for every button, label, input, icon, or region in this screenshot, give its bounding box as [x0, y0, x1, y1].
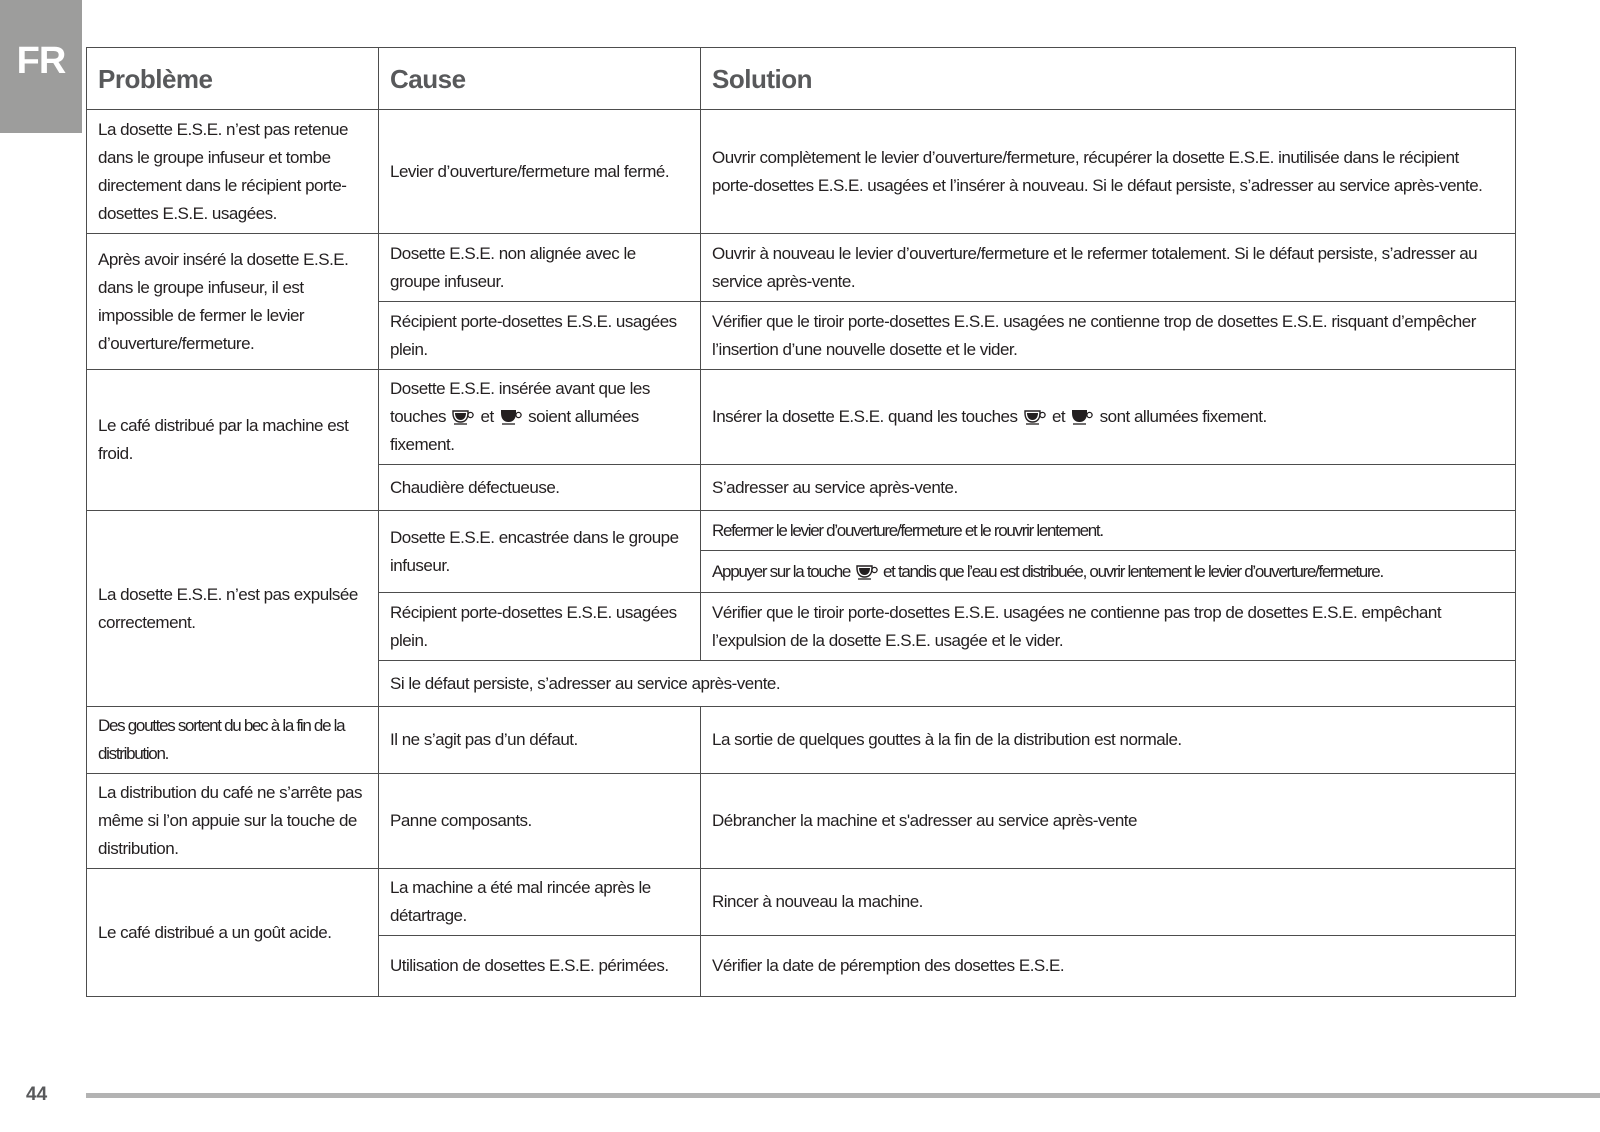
table-row — [87, 774, 1516, 869]
cause-cell: Dosette E.S.E. encastrée dans le groupe infuseur. — [379, 511, 701, 593]
solution-cell: Ouvrir complètement le levier d’ouverture/fermeture, récupérer la dosette E.S.E. inutilisée dans le récipient porte-dosettes E.S.E. usagées et l’insérer à nouveau. Si le défaut persiste, s’adresser au service après-vente. — [701, 110, 1516, 234]
solution-text: Appuyer sur la touche — [712, 561, 851, 581]
cause-cell: La machine a été mal rincée après le détartrage. — [379, 869, 701, 936]
problem-cell: Après avoir inséré la dosette E.S.E. dans le groupe infuseur, il est impossible de fermer le levier d’ouverture/fermeture. — [87, 234, 379, 370]
solution-cell: Refermer le levier d’ouverture/fermeture et le rouvrir lentement. — [701, 511, 1516, 551]
header-solution: Solution — [701, 48, 1516, 110]
solution-cell — [701, 551, 1516, 593]
solution-cell: Débrancher la machine et s'adresser au service après-vente — [701, 774, 1516, 869]
table-row — [87, 370, 1516, 465]
table-row — [87, 707, 1516, 774]
cause-cell: Chaudière défectueuse. — [379, 465, 701, 511]
table-row — [87, 234, 1516, 302]
problem-cell: La dosette E.S.E. n’est pas expulsée correctement. — [87, 511, 379, 707]
cause-cell: Utilisation de dosettes E.S.E. périmées. — [379, 936, 701, 997]
language-tab-label: FR — [16, 40, 66, 82]
cause-cell: Il ne s’agit pas d’un défaut. — [379, 707, 701, 774]
problem-cell: Le café distribué par la machine est froid. — [87, 370, 379, 511]
cause-cell — [379, 370, 701, 465]
cause-cell: Levier d’ouverture/fermeture mal fermé. — [379, 110, 701, 234]
cause-cell: Récipient porte-dosettes E.S.E. usagées plein. — [379, 593, 701, 661]
one-cup-coffee-icon — [452, 409, 474, 425]
spanning-note-cell: Si le défaut persiste, s’adresser au service après-vente. — [379, 661, 1516, 707]
cause-cell: Récipient porte-dosettes E.S.E. usagées plein. — [379, 302, 701, 370]
solution-text: et — [1051, 407, 1066, 426]
cause-text: soient allumées fixement. — [390, 407, 639, 454]
two-cup-coffee-icon — [1071, 409, 1093, 425]
solution-text: et tandis que l’eau est distribuée, ouvrir lentement le levier d’ouverture/fermeture. — [882, 561, 1383, 581]
page-number: 44 — [26, 1084, 48, 1105]
problem-cell: Le café distribué a un goût acide. — [87, 869, 379, 997]
header-cause: Cause — [379, 48, 701, 110]
solution-cell — [701, 370, 1516, 465]
one-cup-coffee-icon — [1024, 409, 1046, 425]
table-header-row — [87, 48, 1516, 110]
header-problem: Problème — [87, 48, 379, 110]
solution-cell: Rincer à nouveau la machine. — [701, 869, 1516, 936]
solution-cell: S’adresser au service après-vente. — [701, 465, 1516, 511]
language-tab — [0, 0, 82, 133]
solution-cell: Vérifier que le tiroir porte-dosettes E.S.E. usagées ne contienne trop de dosettes E.S.E. risquant d’empêcher l’insertion d’une nouvelle dosette et le vider. — [701, 302, 1516, 370]
solution-cell: Vérifier la date de péremption des dosettes E.S.E. — [701, 936, 1516, 997]
solution-cell: Ouvrir à nouveau le levier d’ouverture/fermeture et le refermer totalement. Si le défaut persiste, s’adresser au service après-vente. — [701, 234, 1516, 302]
solution-cell: Vérifier que le tiroir porte-dosettes E.S.E. usagées ne contienne pas trop de dosettes E.S.E. empêchant l’expulsion de la dosette E.S.E. usagée et le vider. — [701, 593, 1516, 661]
table-row — [87, 110, 1516, 234]
cause-cell: Dosette E.S.E. non alignée avec le groupe infuseur. — [379, 234, 701, 302]
table-row — [87, 869, 1516, 936]
one-cup-coffee-icon — [856, 564, 878, 580]
two-cup-coffee-icon — [500, 409, 522, 425]
problem-cell: Des gouttes sortent du bec à la fin de la distribution. — [87, 707, 379, 774]
cause-text: et — [480, 407, 494, 426]
cause-text: Dosette E.S.E. insérée avant que les touches — [390, 379, 650, 426]
cause-cell: Panne composants. — [379, 774, 701, 869]
solution-cell: La sortie de quelques gouttes à la fin de la distribution est normale. — [701, 707, 1516, 774]
troubleshooting-table — [86, 47, 1516, 997]
footer-rule — [86, 1093, 1600, 1098]
table-row — [87, 511, 1516, 551]
problem-cell: La distribution du café ne s’arrête pas même si l’on appuie sur la touche de distribution. — [87, 774, 379, 869]
solution-text: Insérer la dosette E.S.E. quand les touches — [712, 407, 1018, 426]
problem-cell: La dosette E.S.E. n’est pas retenue dans le groupe infuseur et tombe directement dans le récipient porte-dosettes E.S.E. usagées. — [87, 110, 379, 234]
solution-text: sont allumées fixement. — [1099, 407, 1267, 426]
